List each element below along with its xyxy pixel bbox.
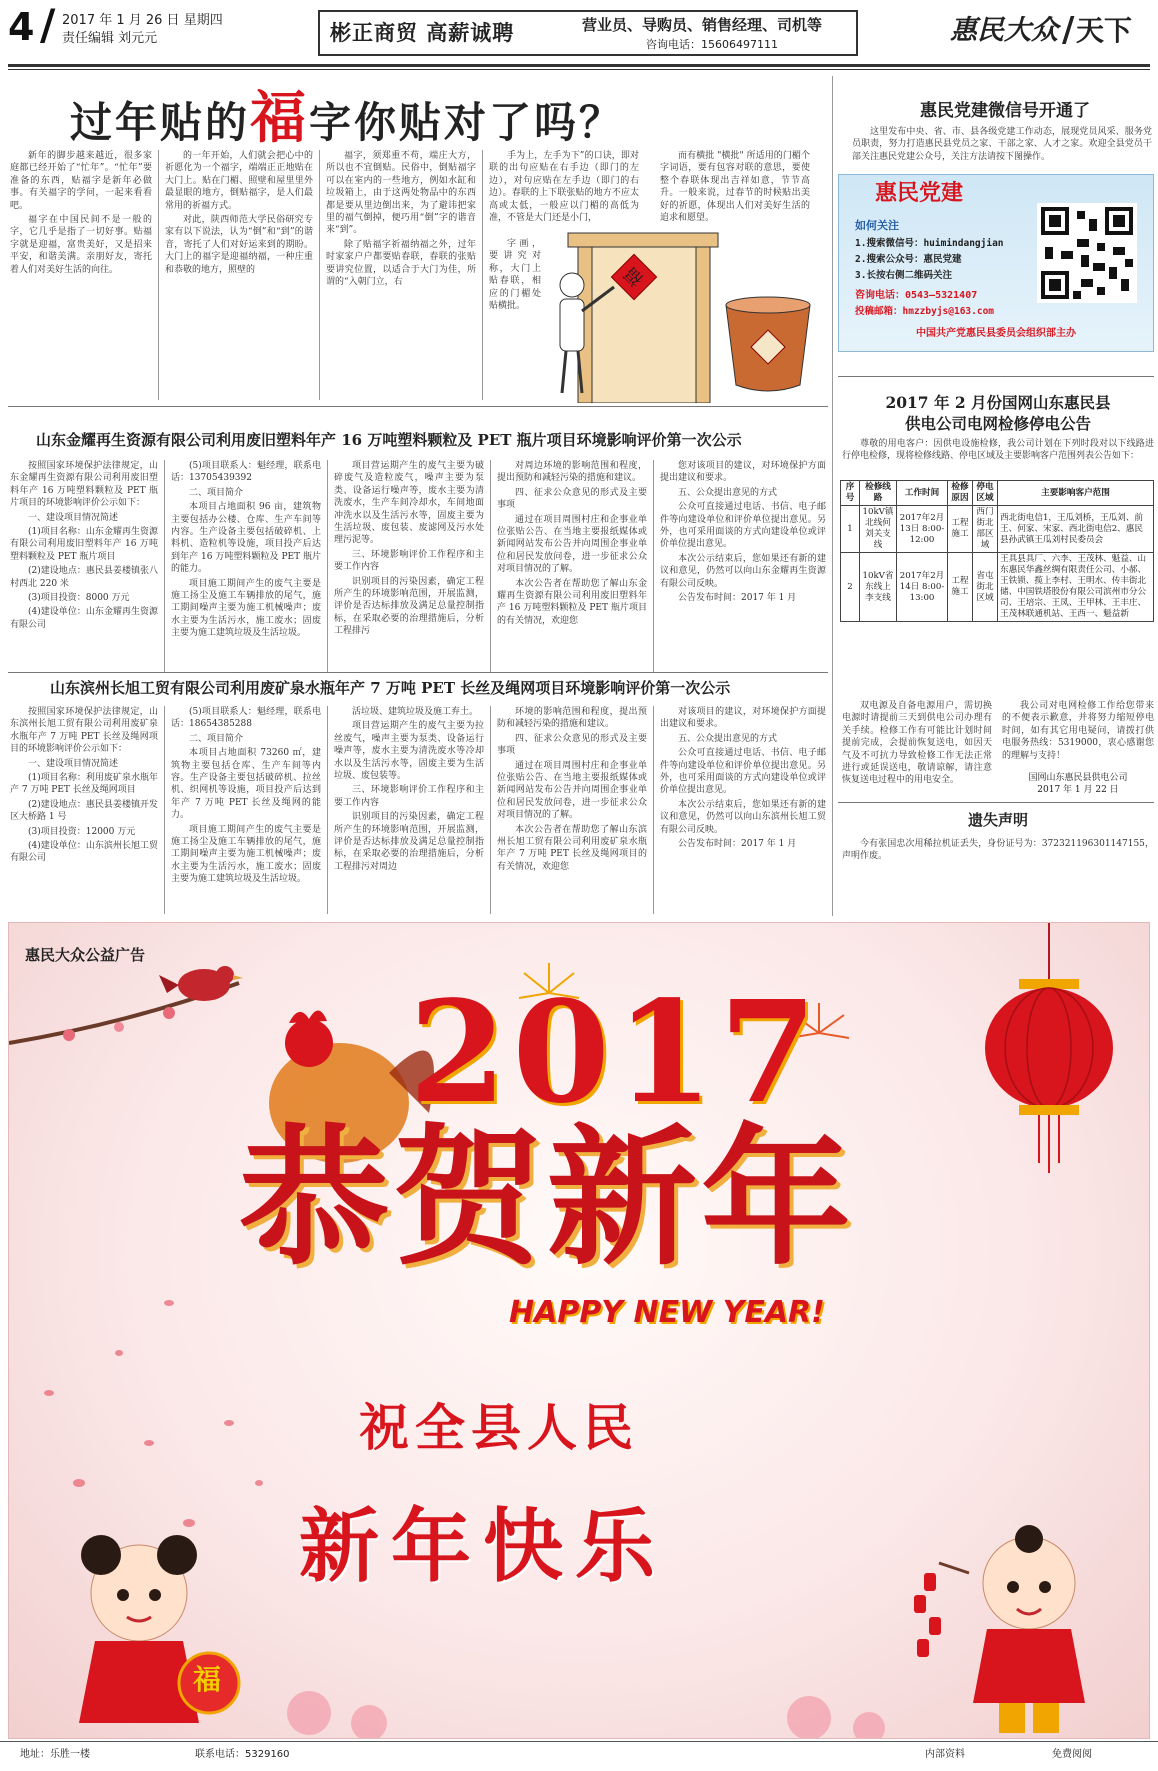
banner-wish-2: 新年快乐 bbox=[299, 1499, 667, 1593]
paragraph: (3)项目投资：8000 万元 bbox=[28, 593, 130, 604]
page-number: 4 bbox=[8, 5, 35, 49]
paragraph: 按照国家环境保护法律规定，山东金耀再生资源有限公司利用废旧塑料年产 16 万吨塑料颗粒及 PET 瓶片项目的环境影响评价公示如下： bbox=[10, 461, 158, 509]
power-title-line-1: 2017 年 2 月份国网山东惠民县 bbox=[885, 393, 1111, 412]
column-divider bbox=[164, 460, 165, 672]
paragraph: 双电源及自备电源用户，需切换电源时请提前三天到供电公司办理有关手续。检修工作有可能比计划时间提前完成，会提前恢复送电，如因天气及不可抗力导致检修工作无法正常进行或延误送电，敬请谅解，请注意恢复送电过程中的用电安全。 bbox=[842, 701, 992, 786]
banner-wish-1: 祝全县人民 bbox=[359, 1398, 639, 1457]
paragraph: 福字，须郑重不苟，端庄大方，所以也不宜倒贴。民俗中，倒贴福字可以在室内的一些地方，例如水缸和垃圾箱上，由于这两处物品中的东西都是要从里边倒出来，为了避讳把家里的福气倒掉，便巧用“倒”字的谐音来“到”。 bbox=[326, 151, 476, 236]
paragraph: (5)项目联系人：魁经理，联系电话：13705439392 bbox=[171, 461, 321, 484]
banner-english: HAPPY NEW YEAR! bbox=[509, 1295, 825, 1330]
power-outage-title bbox=[840, 392, 1156, 434]
header-rule-thin bbox=[8, 69, 1150, 70]
cell-line: 10kV镇北线何刘关支线 bbox=[860, 506, 897, 553]
header-cell: 检修原因 bbox=[948, 481, 973, 506]
feature-illustration bbox=[548, 225, 816, 403]
paragraph: 按照国家环境保护法律规定，山东滨州长旭工贸有限公司利用废矿泉水瓶年产 7 万吨 PET 长丝及绳网项目的环境影响评价公示如下： bbox=[10, 707, 158, 755]
editor-credit: 责任编辑 刘元元 bbox=[62, 31, 158, 46]
banner-tag: 惠民大众公益广告 bbox=[25, 946, 146, 964]
cell-area: 省屯街北区域 bbox=[973, 553, 998, 622]
paragraph: 环境的影响范围和程度，提出预防和减轻污染的措施和建议。 bbox=[497, 707, 647, 730]
firecracker-icon bbox=[914, 1573, 941, 1657]
svg-text:福: 福 bbox=[620, 262, 649, 291]
banner-greeting: 恭贺新年 bbox=[239, 1110, 856, 1286]
power-signature bbox=[1002, 772, 1154, 796]
paragraph: 您对该项目的建议，对环境保护方面提出建议和要求。 bbox=[660, 461, 826, 484]
header-cell: 工作时间 bbox=[897, 481, 948, 506]
cell-reason: 工程施工 bbox=[948, 553, 973, 622]
column-divider bbox=[482, 150, 483, 400]
power-title-line-2: 供电公司电网检修停电公告 bbox=[904, 414, 1091, 433]
party-card-phone: 咨询电话：0543—5321407 bbox=[855, 290, 978, 301]
header-recruit-ad bbox=[318, 10, 858, 56]
party-wechat-card bbox=[838, 174, 1154, 352]
notice-2-title: 山东滨州长旭工贸有限公司利用废矿泉水瓶年产 7 万吨 PET 长丝及绳网项目环境影响评价第一次公示 bbox=[50, 679, 731, 697]
notice-2-column-5 bbox=[660, 706, 826, 914]
paragraph: 本项目占地面积 96 亩，建筑物主要包括办公楼、仓库、生产车间等内容。生产设备主要包括破碎机、上料机、造粒机等设施，项目投产后达到年产 16 万吨塑料颗粒及 PET 瓶片的能力。 bbox=[171, 502, 321, 575]
paragraph: 今有张国忠次用稀拉机证丢失，身份证号为：372321196301147155，声明作废。 bbox=[842, 839, 1154, 862]
section-rule bbox=[8, 672, 828, 673]
header-cell: 检修线路 bbox=[860, 481, 897, 506]
newspaper-brand: 惠民大众 bbox=[950, 15, 1058, 46]
flower-icons bbox=[287, 1691, 885, 1739]
footer-address: 地址：乐胜一楼 bbox=[20, 1749, 90, 1760]
paragraph: 三、环境影响评价工作程序和主要工作内容 bbox=[334, 785, 484, 808]
header-cell: 停电区域 bbox=[973, 481, 998, 506]
paragraph: 通过在项目周围村庄和企事业单位张贴公告、在当地主要报纸媒体或新闻网站发布公告并向周围企事业单位和居民发放问卷，进一步征求公众对项目情况的了解。 bbox=[497, 514, 647, 575]
column-divider bbox=[319, 150, 320, 400]
paragraph: 字画，要讲究对称，大门上贴春联，相应的门楣处贴横批。 bbox=[489, 239, 541, 312]
cell-no: 2 bbox=[841, 553, 860, 622]
cell-line: 10kV省东线上李支线 bbox=[860, 553, 897, 622]
footer-internal: 内部资料 bbox=[925, 1749, 965, 1760]
column-divider bbox=[490, 460, 491, 672]
headline-part-2: 字你贴对了吗？ bbox=[309, 98, 625, 147]
footer-phone: 联系电话：5329160 bbox=[195, 1749, 290, 1760]
cell-time: 2017年2月13日 8:00-12:00 bbox=[897, 506, 948, 553]
paragraph: 对周边环境的影响范围和程度，提出预防和减轻污染的措施和建议。 bbox=[497, 461, 647, 484]
paragraph: (2)建设地点：惠民县姜楼镇张八村西北 220 米 bbox=[10, 566, 158, 589]
paragraph: (2)建设地点：惠民县姜楼镇开发区大桥路 1 号 bbox=[10, 799, 158, 823]
paragraph: 二、项目简介 bbox=[189, 733, 244, 744]
notice-1-column-4 bbox=[497, 460, 647, 672]
bird-icon bbox=[159, 966, 243, 1001]
jar-icon bbox=[726, 297, 810, 391]
table-row bbox=[841, 506, 1154, 553]
headline-fu-character: 福 bbox=[250, 85, 310, 151]
paragraph: 项目施工期间产生的废气主要是施工扬尘及施工车辆排放的尾气，施工期间噪声主要为施工机械噪声；废水主要为生活污水，施工废水；固废主要为施工建筑垃圾及生活垃圾。 bbox=[171, 824, 321, 885]
power-signature-org: 国网山东惠民县供电公司 bbox=[1028, 773, 1128, 783]
paragraph: 识别项目的污染因素，确定工程所产生的环境影响范围，开展监测，评价是否达标排放及满足总量控制指标，在采取必要的治理措施后，分析工程排污 bbox=[334, 576, 484, 637]
header-cell: 主要影响客户范围 bbox=[998, 481, 1154, 506]
page-number-slash: / bbox=[40, 0, 56, 49]
section-rule bbox=[8, 406, 828, 407]
paragraph: 项目营运期产生的废气主要为拉丝废气，噪声主要为泵类、设备运行噪声等，废水主要为清洗废水等冷却水以及生活污水等，固废主要为生活垃圾、废包装等。 bbox=[334, 721, 484, 782]
notice-1-title: 山东金耀再生资源有限公司利用废旧塑料年产 16 万吨塑料颗粒及 PET 瓶片项目环境影响评价第一次公示 bbox=[36, 431, 742, 449]
section-name: 天下 bbox=[1076, 14, 1133, 47]
power-intro bbox=[842, 438, 1154, 476]
column-divider bbox=[327, 706, 328, 914]
paragraph: 项目施工期间产生的废气主要是施工扬尘及施工车辆排放的尾气，施工期间噪声主要为施工机械噪声；废水主要为生活污水，施工废水；固废主要为施工建筑垃圾及生活垃圾。 bbox=[171, 578, 321, 639]
paragraph: (1)项目名称：山东金耀再生资源有限公司利用废旧塑料年产 16 万吨塑料颗粒及 PET 瓶片项目 bbox=[10, 527, 158, 562]
paragraph: 本次公告者在帮助您了解山东金耀再生资源有限公司利用废旧塑料年产 16 万吨塑料颗粒及 PET 瓶片项目的有关情况，欢迎您 bbox=[497, 578, 647, 626]
notice-2-column-2 bbox=[171, 706, 321, 914]
cell-time: 2017年2月14日 8:00-13:00 bbox=[897, 553, 948, 622]
paragraph: 通过在项目周围村庄和企事业单位张贴公告、在当地主要报纸媒体或新闻网站发布公告并向周围企事业单位和居民发放问卷，进一步征求公众对项目情况的了解。 bbox=[497, 760, 647, 821]
notice-1-column-5 bbox=[660, 460, 826, 672]
outage-table-wrap bbox=[840, 480, 1154, 622]
right-column-divider bbox=[832, 76, 833, 916]
paragraph: 手为上，左手为下”的口诀，即对联的出句应贴在右手边（即门的左边），对句应贴在左手边（即门的右边）。春联的上下联张贴的地方不应太高或太低，一般应以门楣的高低为准，不管是大门还是小门， bbox=[489, 151, 639, 224]
footer-free: 免费阅阅 bbox=[1052, 1749, 1092, 1760]
column-divider bbox=[653, 706, 654, 914]
party-card-email: 投稿邮箱：hmzzbyjs@163.com bbox=[855, 306, 995, 317]
paragraph: (5)项目联系人：魁经理，联系电话：18654385288 bbox=[171, 707, 321, 730]
notice-2-column-3 bbox=[334, 706, 484, 914]
party-card-follow: 如何关注 bbox=[855, 219, 899, 232]
paragraph: 我公司对电网检修工作给您带来的不便表示歉意，并将努力缩短停电时间，如有其它用电疑问，请拨打供电服务热线：5319000，衷心感谢您的理解与支持！ bbox=[1002, 701, 1154, 761]
paragraph: 除了贴福字祈福纳福之外，过年时家家户户都要贴春联，春联的张贴要讲究位置，以适合于大门为佳，所谓的“入朝门立，右 bbox=[326, 239, 476, 288]
lost-notice-title: 遗失声明 bbox=[967, 811, 1028, 829]
feature-headline bbox=[70, 85, 625, 151]
power-note-right bbox=[1002, 700, 1154, 766]
qr-code-icon[interactable] bbox=[1037, 203, 1137, 303]
paragraph: 本次公告者在帮助您了解山东滨州长旭工贸有限公司利用废矿泉水瓶年产 7 万吨 PET 长丝及绳网项目的有关情况，欢迎您 bbox=[497, 824, 647, 872]
party-card-title: 惠民党建 bbox=[875, 181, 964, 206]
paragraph: (1)项目名称：利用废矿泉水瓶年产 7 万吨 PET 长丝及绳网项目 bbox=[10, 773, 158, 796]
power-note-left bbox=[842, 700, 992, 800]
column-divider bbox=[327, 460, 328, 672]
recruit-ad-jobs: 营业员、导购员、销售经理、司机等 bbox=[582, 16, 823, 34]
paragraph: 公告发布时间：2017 年 1 月 bbox=[678, 593, 797, 604]
header-cell: 序号 bbox=[841, 481, 860, 506]
paragraph: 一、建设项目情况简述 bbox=[28, 512, 119, 523]
new-year-banner bbox=[8, 922, 1150, 1739]
paragraph: 识别项目的污染因素，确定工程所产生的环境影响范围，开展监测，评价是否达标排放及满足总量控制指标，在采取必要的治理措施后，分析工程排污对周边 bbox=[334, 812, 484, 872]
notice-1-column-3 bbox=[334, 460, 484, 672]
boy-doll-icon bbox=[939, 1525, 1085, 1733]
lost-notice-text bbox=[842, 838, 1154, 868]
page-footer bbox=[0, 1741, 1158, 1771]
paragraph: 的一年开始，人们就会把心中的祈愿化为一个福字，端端正正地贴在大门上。贴在门楣、照壁和屋里里外最显眼的地方，倒贴福字，是人们最常用的祈福方式。 bbox=[165, 151, 313, 211]
notice-1-column-1 bbox=[10, 460, 158, 672]
paragraph: 公告发布时间：2017 年 1 月 bbox=[678, 839, 797, 850]
cell-scope: 王具县具厂、六李、王茂林、魁益、山东惠民华鑫丝绸有限责任公司、小郝、王铁锁、揽上李村、王明水、传丰街北储、中国铁塔股份有限公司滨州市分公司、王培宗、王凤、王甲林、王丰庄、王茂林联通机站、王西一、魁益新 bbox=[998, 553, 1154, 622]
paragraph: 而有横批 "横批" 所适用的门楣个字词语，要有包容对联的意思，要使整个春联体现出吉祥如意，节节高升。一般来说，过春节的时候贴出美好的祈愿，体现出人们对美好生活的追求和愿望。 bbox=[660, 151, 810, 224]
paragraph: 这里发布中央、省、市、县各级党建工作动态，展现党员风采、服务党员职责，努力打造惠民县党员之家、干部之家、人才之家。欢迎全县党员干部关注惠民党建公众号，关注方法请按下图操作。 bbox=[852, 127, 1152, 162]
recruit-ad-phone: 咨询电话：15606497111 bbox=[646, 38, 778, 51]
column-divider bbox=[158, 150, 159, 400]
cell-reason: 工程施工 bbox=[948, 506, 973, 553]
doll-fu-character: 福 bbox=[193, 1663, 222, 1696]
party-card-step-1: 1.搜索微信号：huimindangjian bbox=[855, 238, 1004, 249]
headline-part-1: 过年贴的 bbox=[70, 98, 251, 147]
paragraph: 一、建设项目情况简述 bbox=[28, 758, 119, 769]
brand-divider: / bbox=[1062, 10, 1075, 50]
paragraph: 本次公示结束后，您如果还有新的建议和意见，仍然可以向山东金耀再生资源有限公司反映。 bbox=[660, 553, 826, 589]
party-card-step-3: 3.长按右侧二维码关注 bbox=[855, 270, 952, 281]
column-divider bbox=[653, 460, 654, 672]
section-rule bbox=[838, 802, 1154, 803]
paragraph: 公众可直接通过电话、书信、电子邮件等向建设单位和评价单位提出意见。另外，也可采用面谈的方式向建设单位或评价单位提出意见。 bbox=[660, 502, 826, 550]
party-intro bbox=[852, 126, 1152, 170]
column-divider bbox=[490, 706, 491, 914]
section-rule bbox=[838, 376, 1154, 377]
column-divider bbox=[164, 706, 165, 914]
feature-column-1 bbox=[10, 150, 152, 400]
power-signature-date: 2017 年 1 月 22 日 bbox=[1037, 785, 1119, 795]
party-card-step-2: 2.搜索公众号：惠民党建 bbox=[855, 254, 962, 265]
paragraph: 三、环境影响评价工作程序和主要工作内容 bbox=[334, 549, 484, 573]
feature-column-5 bbox=[660, 150, 810, 235]
paragraph: 项目营运期产生的废气主要为破碎废气及造粒废气，噪声主要为泵类、设备运行噪声等，废水主要为清洗废水，生产车间冷却水，车间地面冲洗水以及生活污水等，固废主要为生活垃圾、废包装、废滤网及污水处理污泥等。 bbox=[334, 461, 484, 546]
petal-icons bbox=[44, 1300, 263, 1527]
paragraph: 四、征求公众意见的形式及主要事项 bbox=[497, 733, 647, 757]
notice-2-column-4 bbox=[497, 706, 647, 914]
party-card-sponsor: 中国共产党惠民县委员会组织部主办 bbox=[916, 328, 1076, 339]
paragraph: (3)项目投资：12000 万元 bbox=[28, 826, 136, 837]
paragraph: 对此，陕西师范大学民俗研究专家有以下说法，认为“倒”和“到”的谐音，寄托了人们对好运来到的期盼。大门上的福字是迎福纳福，一种庄重和恭敬的地方，照壁的 bbox=[165, 215, 313, 275]
feature-column-2 bbox=[165, 150, 313, 400]
paragraph: (4)建设单位：山东滨州长旭工贸有限公司 bbox=[10, 841, 158, 864]
paragraph: 本次公示结束后，您如果还有新的建议和意见，仍然可以向山东滨州长旭工贸有限公司反映。 bbox=[660, 799, 826, 835]
paragraph: 本项目占地面积 73260 ㎡，建筑物主要包括仓库、生产车间等内容。生产设备主要包括破碎机、拉丝机、织网机等设施，项目投产后达到年产 7 万吨 PET 长丝及绳网的能力。 bbox=[171, 748, 321, 821]
paragraph: 四、征求公众意见的形式及主要事项 bbox=[497, 487, 647, 511]
paragraph: 二、项目简介 bbox=[189, 487, 244, 498]
lantern-icon bbox=[985, 923, 1113, 1173]
paragraph: 活垃圾、建筑垃圾及施工弃土。 bbox=[352, 707, 479, 717]
paragraph: 公众可直接通过电话、书信、电子邮件等向建设单位和评价单位提出意见。另外，也可采用面谈的方式向建设单位或评价单位提出意见。 bbox=[660, 748, 826, 796]
paragraph: 福字在中国民间不是一般的字，它几乎是指了一切好事。贴福字就是迎福，富贵美好，又是招来平安，和谐美满。亲朋好友，寄托着人们对美好生活的向往。 bbox=[10, 215, 152, 275]
paragraph: (4)建设单位：山东金耀再生资源有限公司 bbox=[10, 607, 158, 630]
notice-1-column-2 bbox=[171, 460, 321, 672]
paragraph: 五、公众提出意见的方式 bbox=[678, 487, 778, 498]
paragraph: 尊敬的用电客户：因供电设施检修，我公司计划在下列时段对以下线路进行停电检修，现将检修线路、停电区域及主要影响客户范围列表公告如下： bbox=[842, 439, 1154, 462]
feature-column-3 bbox=[326, 150, 476, 400]
feature-column-4-narrow bbox=[489, 238, 541, 400]
issue-date: 2017 年 1 月 26 日 星期四 bbox=[62, 13, 223, 28]
paragraph: 五、公众提出意见的方式 bbox=[678, 733, 778, 744]
notice-2-column-1 bbox=[10, 706, 158, 914]
cell-area: 西门街北部区域 bbox=[973, 506, 998, 553]
table-row bbox=[841, 553, 1154, 622]
cell-scope: 西北街电信1，王瓜刘桥，王瓜刘、前王、何家、宋家、西北街电信2、惠民县孙武镇王瓜刘村民委员会 bbox=[998, 506, 1154, 553]
cell-no: 1 bbox=[841, 506, 860, 553]
paragraph: 对该项目的建议，对环境保护方面提出建议和要求。 bbox=[660, 707, 826, 730]
recruit-ad-title: 彬正商贸 高薪诚聘 bbox=[330, 21, 515, 45]
outage-table-header bbox=[841, 481, 1154, 506]
header-rule bbox=[8, 64, 1150, 67]
banner-year: 2017 bbox=[409, 971, 823, 1135]
party-wechat-title: 惠民党建微信号开通了 bbox=[920, 101, 1090, 121]
outage-table bbox=[840, 480, 1154, 622]
paragraph: 新年的脚步越来越近，很多家庭都已经开始了“忙年”。“忙年”要准备的东西，贴福字是新年必做事。有关福字的学问，一起来看看吧。 bbox=[10, 151, 152, 211]
